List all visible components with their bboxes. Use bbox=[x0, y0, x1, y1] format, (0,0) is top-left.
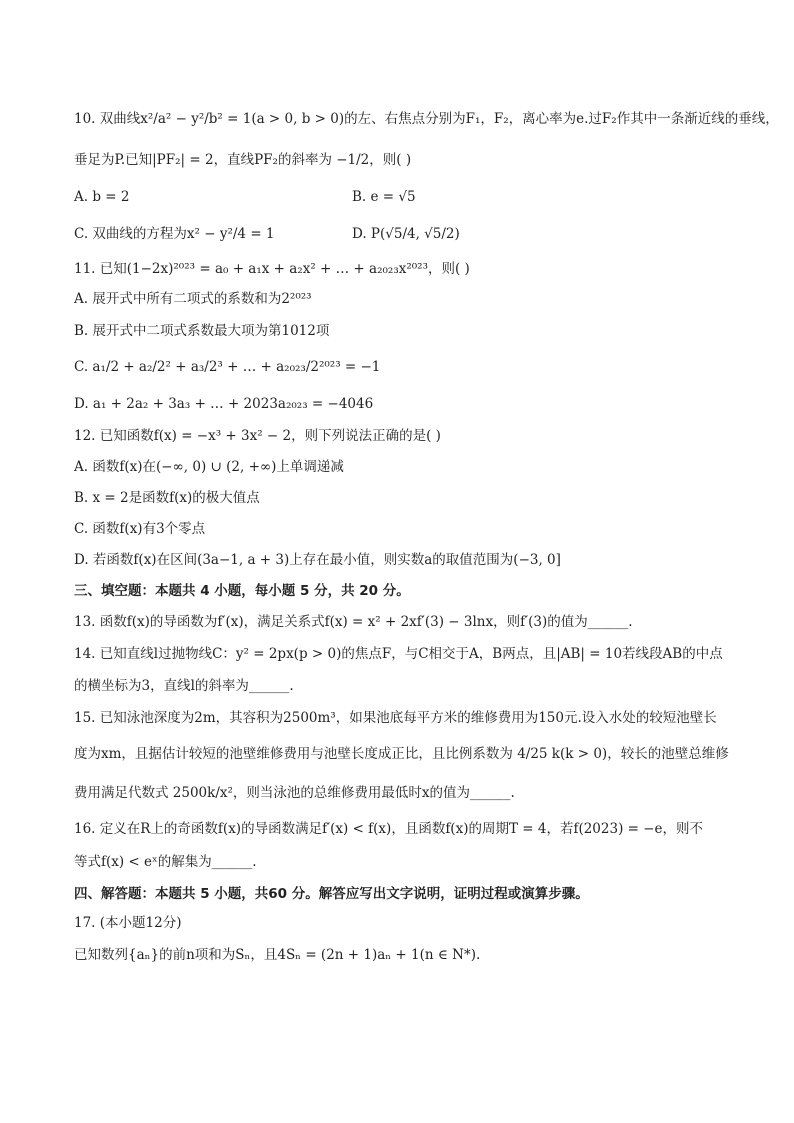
q10-line2: 垂足为P.已知|PF₂| = 2，直线PF₂的斜率为 −1/2，则( ) bbox=[74, 152, 412, 168]
q10-option-c: C. 双曲线的方程为x² − y²/4 = 1 bbox=[74, 226, 275, 242]
q17-title: 17. (本小题12分) bbox=[74, 915, 182, 931]
q11-option-a: A. 展开式中所有二项式的系数和为2²⁰²³ bbox=[74, 291, 312, 307]
q15-line3: 费用满足代数式 2500k/x²，则当泳池的总维修费用最低时x的值为______. bbox=[74, 785, 515, 801]
q10-option-d: D. P(√5/4, √5/2) bbox=[352, 226, 460, 242]
section-3-heading: 三、填空题：本题共 4 小题，每小题 5 分，共 20 分。 bbox=[74, 583, 410, 599]
q13: 13. 函数f(x)的导函数为f′(x)，满足关系式f(x) = x² + 2xf′(3) − 3lnx，则f′(3)的值为______. bbox=[74, 614, 633, 630]
q11-option-b: B. 展开式中二项式系数最大项为第1012项 bbox=[74, 323, 330, 339]
section-4-heading: 四、解答题：本题共 5 小题，共60 分。解答应写出文字说明，证明过程或演算步骤。 bbox=[74, 886, 589, 902]
q11-stem: 11. 已知(1−2x)²⁰²³ = a₀ + a₁x + a₂x² + … + a₂₀₂₃x²⁰²³，则( ) bbox=[74, 261, 470, 277]
q15-line2: 度为xm，且据估计较短的池壁维修费用与池壁长度成正比，且比例系数为 4/25 k(k > 0)，较长的池壁总维修 bbox=[74, 746, 729, 762]
q12-option-a: A. 函数f(x)在(−∞, 0) ∪ (2, +∞)上单调递减 bbox=[74, 459, 344, 475]
q12-stem: 12. 已知函数f(x) = −x³ + 3x² − 2，则下列说法正确的是( ) bbox=[74, 428, 441, 444]
q11-option-d: D. a₁ + 2a₂ + 3a₃ + … + 2023a₂₀₂₃ = −4046 bbox=[74, 396, 374, 412]
q14-line2: 的横坐标为3，直线l的斜率为______. bbox=[74, 678, 294, 694]
q12-option-d: D. 若函数f(x)在区间(3a−1, a + 3)上存在最小值，则实数a的取值范围为(−3, 0] bbox=[74, 552, 561, 568]
q10-option-b: B. e = √5 bbox=[352, 189, 416, 205]
q14-line1: 14. 已知直线l过抛物线C：y² = 2px(p > 0)的焦点F，与C相交于A，B两点，且|AB| = 10若线段AB的中点 bbox=[74, 646, 723, 662]
q16-line2: 等式f(x) < eˣ的解集为______. bbox=[74, 854, 257, 870]
q17-stem: 已知数列{aₙ}的前n项和为Sₙ，且4Sₙ = (2n + 1)aₙ + 1(n ∈ N*). bbox=[74, 947, 481, 963]
q12-option-c: C. 函数f(x)有3个零点 bbox=[74, 521, 206, 537]
q10-option-a: A. b = 2 bbox=[74, 189, 130, 205]
q12-option-b: B. x = 2是函数f(x)的极大值点 bbox=[74, 490, 260, 506]
q11-option-c: C. a₁/2 + a₂/2² + a₃/2³ + … + a₂₀₂₃/2²⁰²³ = −1 bbox=[74, 359, 381, 375]
q16-line1: 16. 定义在R上的奇函数f(x)的导函数满足f′(x) < f(x)，且函数f(x)的周期T = 4，若f(2023) = −e，则不 bbox=[74, 821, 704, 837]
q15-line1: 15. 已知泳池深度为2m，其容积为2500m³，如果池底每平方米的维修费用为150元.设入水处的较短池壁长 bbox=[74, 710, 717, 726]
q10-line1: 10. 双曲线x²/a² − y²/b² = 1(a > 0, b > 0)的左、右焦点分别为F₁，F₂，离心率为e.过F₂作其中一条渐近线的垂线， bbox=[74, 111, 779, 127]
